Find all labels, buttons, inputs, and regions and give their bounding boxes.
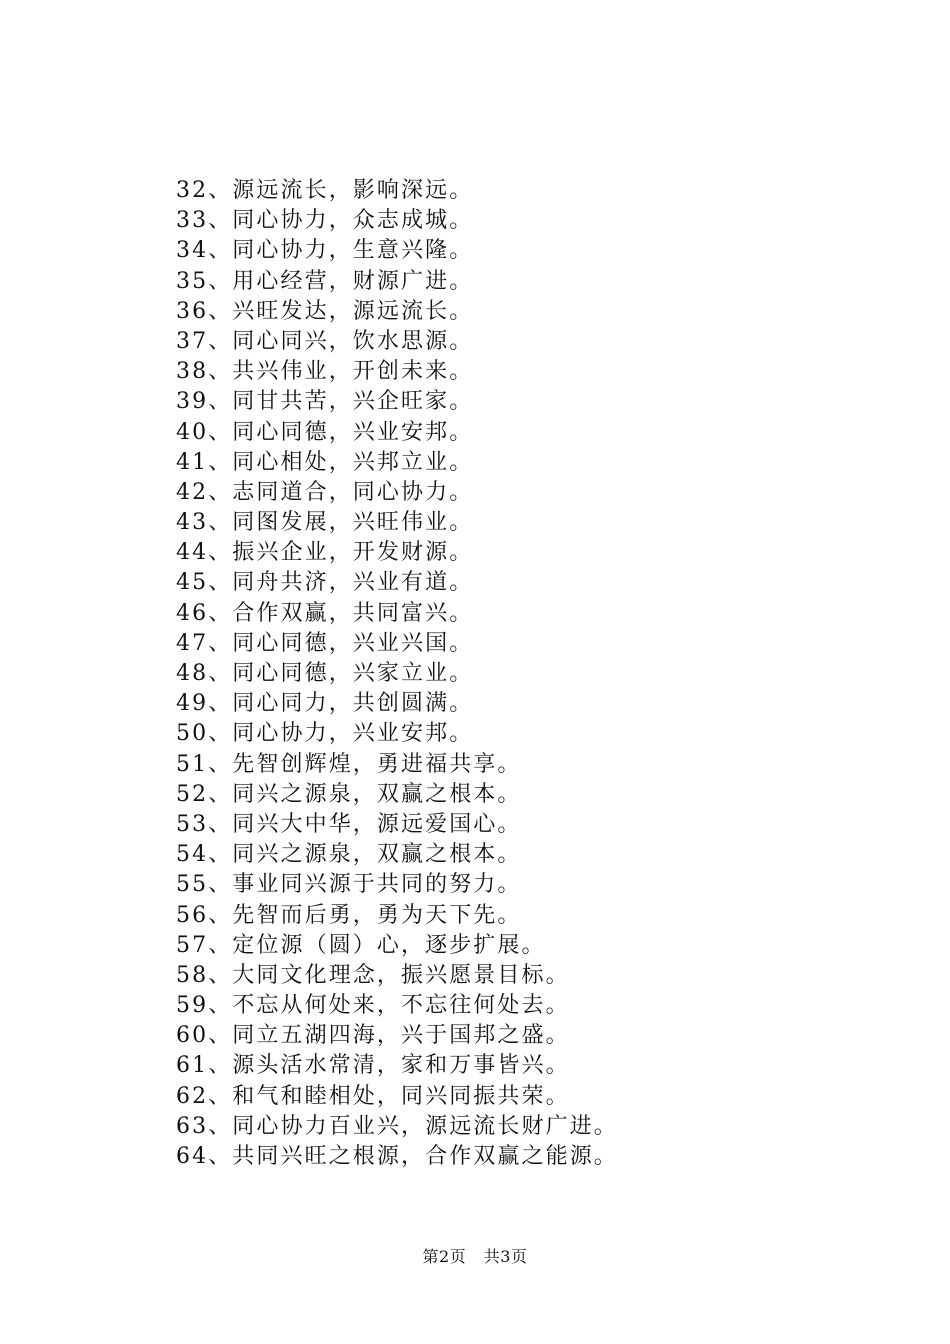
slogan-line: 55、事业同兴源于共同的努力。 xyxy=(176,872,522,898)
slogan-line: 53、同兴大中华，源远爱国心。 xyxy=(176,811,522,837)
slogan-line: 64、共同兴旺之根源，合作双赢之能源。 xyxy=(176,1144,618,1169)
slogan-list xyxy=(176,176,618,1172)
slogan-line: 57、定位源（圆）心，逐步扩展。 xyxy=(176,932,546,958)
slogan-line: 46、合作双赢，共同富兴。 xyxy=(176,600,474,626)
slogan-line: 54、同兴之源泉，双赢之根本。 xyxy=(176,842,522,868)
slogan-line: 36、兴旺发达，源远流长。 xyxy=(176,298,474,324)
slogan-line: 48、同心同德，兴家立业。 xyxy=(176,661,474,686)
slogan-line: 42、志同道合，同心协力。 xyxy=(176,479,474,505)
page-total: 共3页 xyxy=(483,1247,528,1266)
slogan-line: 44、振兴企业，开发财源。 xyxy=(176,540,474,566)
slogan-line: 39、同甘共苦，兴企旺家。 xyxy=(176,389,474,415)
slogan-line: 52、同兴之源泉，双赢之根本。 xyxy=(176,781,522,807)
slogan-line: 32、源远流长，影响深远。 xyxy=(176,178,474,203)
slogan-line: 37、同心同兴，饮水思源。 xyxy=(176,328,474,354)
slogan-line: 45、同舟共济，兴业有道。 xyxy=(176,570,474,596)
slogan-line: 41、同心相处，兴邦立业。 xyxy=(176,449,474,475)
slogan-line: 50、同心协力，兴业安邦。 xyxy=(176,721,474,747)
slogan-line: 33、同心协力，众志成城。 xyxy=(176,208,474,234)
slogan-line: 58、大同文化理念，振兴愿景目标。 xyxy=(176,962,570,988)
slogan-line: 47、同心同德，兴业兴国。 xyxy=(176,630,474,656)
slogan-line: 60、同立五湖四海，兴于国邦之盛。 xyxy=(176,1023,570,1049)
slogan-line: 61、源头活水常清，家和万事皆兴。 xyxy=(176,1053,570,1079)
slogan-line: 34、同心协力，生意兴隆。 xyxy=(176,238,474,264)
slogan-line: 56、先智而后勇，勇为天下先。 xyxy=(176,902,522,928)
slogan-line: 51、先智创辉煌，勇进福共享。 xyxy=(176,751,522,777)
slogan-line: 62、和气和睦相处，同兴同振共荣。 xyxy=(176,1083,570,1109)
slogan-line: 38、共兴伟业，开创未来。 xyxy=(176,359,474,385)
slogan-line: 63、同心协力百业兴，源远流长财广进。 xyxy=(176,1113,618,1139)
slogan-line: 59、不忘从何处来，不忘往何处去。 xyxy=(176,993,570,1019)
slogan-line: 43、同图发展，兴旺伟业。 xyxy=(176,510,474,536)
page-footer xyxy=(0,1244,950,1267)
slogan-line: 35、用心经营，财源广进。 xyxy=(176,268,474,294)
page-number: 第2页 xyxy=(422,1247,467,1266)
slogan-line: 49、同心同力，共创圆满。 xyxy=(176,691,474,717)
slogan-line: 40、同心同德，兴业安邦。 xyxy=(176,419,474,445)
